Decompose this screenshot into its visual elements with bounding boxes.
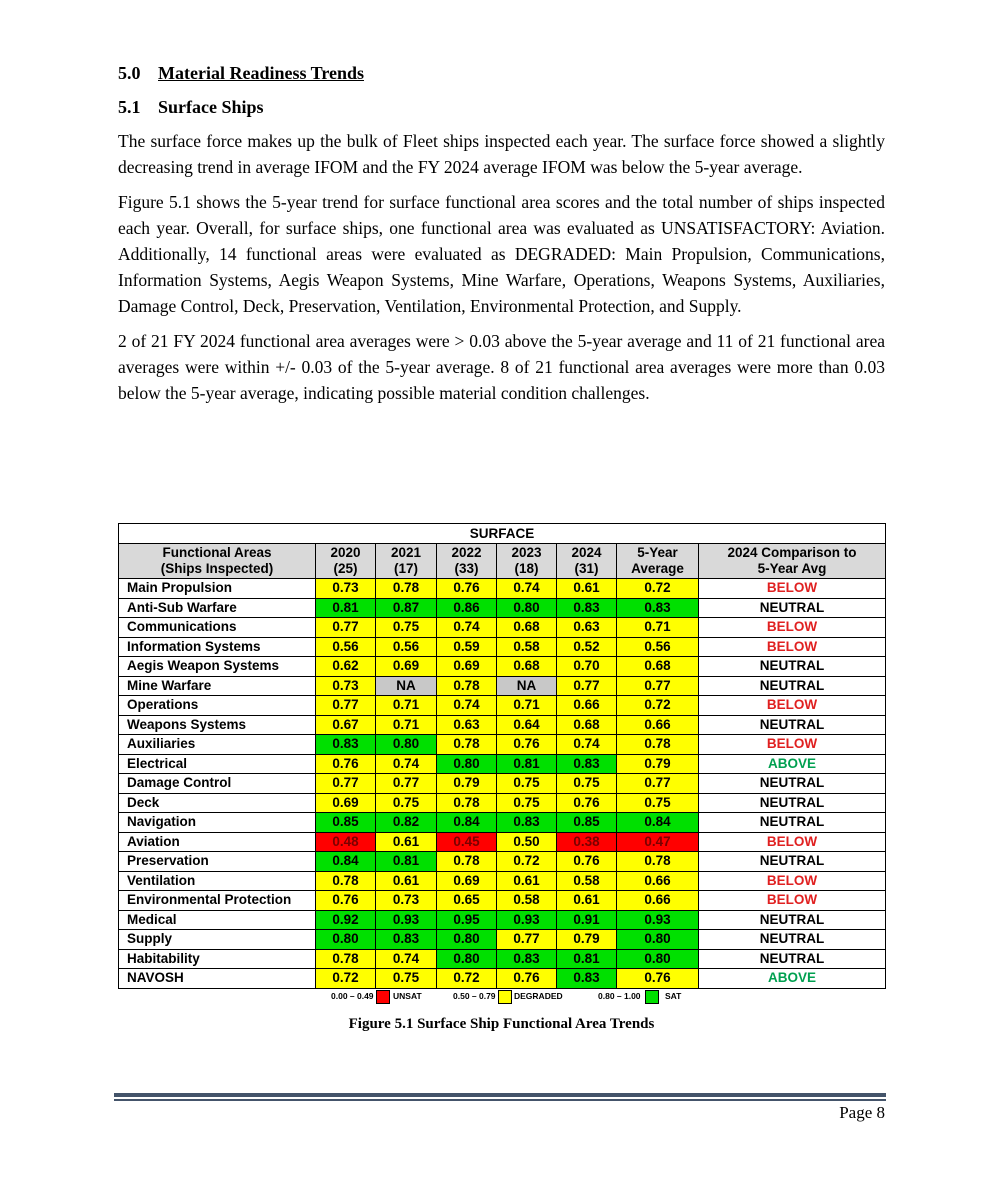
score-cell-2020: 0.73 <box>316 676 376 696</box>
subsection-heading <box>118 94 885 120</box>
score-cell-2020: 0.85 <box>316 813 376 833</box>
comparison-cell: NEUTRAL <box>699 793 886 813</box>
score-cell-2021: 0.82 <box>376 813 437 833</box>
score-cell-2022: 0.80 <box>437 930 497 950</box>
score-cell-2024: 0.85 <box>557 813 617 833</box>
score-cell-2020: 0.84 <box>316 852 376 872</box>
score-cell-2024: 0.75 <box>557 774 617 794</box>
score-cell-2021: 0.80 <box>376 735 437 755</box>
legend-sat-swatch <box>645 990 659 1004</box>
comparison-cell: BELOW <box>699 696 886 716</box>
score-cell-2023: 0.58 <box>497 891 557 911</box>
score-cell-2021: 0.93 <box>376 910 437 930</box>
score-cell-2022: 0.45 <box>437 832 497 852</box>
score-cell-2022: 0.69 <box>437 871 497 891</box>
score-cell-5-year-avg: 0.47 <box>617 832 699 852</box>
table-row <box>119 676 886 696</box>
comparison-cell: NEUTRAL <box>699 657 886 677</box>
table-title: SURFACE <box>119 524 886 544</box>
table-row <box>119 930 886 950</box>
score-cell-2022: 0.74 <box>437 696 497 716</box>
score-cell-2023: 0.93 <box>497 910 557 930</box>
score-cell-2023: 0.76 <box>497 735 557 755</box>
functional-area-name: Supply <box>119 930 316 950</box>
paragraph-1: The surface force makes up the bulk of Fleet ships inspected each year. The surface force showed a slightly decreasing trend in average IFOM and the FY 2024 average IFOM was below the 5-year average. <box>118 131 885 177</box>
score-cell-2023: 0.80 <box>497 598 557 618</box>
score-cell-5-year-avg: 0.80 <box>617 949 699 969</box>
table-body <box>119 579 886 989</box>
score-cell-2023: 0.75 <box>497 793 557 813</box>
score-cell-2023: NA <box>497 676 557 696</box>
score-cell-2020: 0.48 <box>316 832 376 852</box>
score-cell-2024: 0.63 <box>557 618 617 638</box>
legend-unsat-label: UNSAT <box>393 991 422 1001</box>
legend-degraded-swatch <box>498 990 512 1004</box>
functional-area-name: Electrical <box>119 754 316 774</box>
score-cell-2021: 0.61 <box>376 832 437 852</box>
header-2023: 2023 (18) <box>497 544 557 579</box>
score-cell-2021: NA <box>376 676 437 696</box>
table-row <box>119 813 886 833</box>
score-cell-2023: 0.68 <box>497 657 557 677</box>
comparison-cell: BELOW <box>699 637 886 657</box>
score-cell-2021: 0.74 <box>376 949 437 969</box>
table-row <box>119 657 886 677</box>
subsection-number: 5.1 <box>118 97 141 117</box>
functional-area-name: Main Propulsion <box>119 579 316 599</box>
functional-area-name: Auxiliaries <box>119 735 316 755</box>
score-cell-2022: 0.76 <box>437 579 497 599</box>
score-cell-2020: 0.77 <box>316 774 376 794</box>
table-row <box>119 754 886 774</box>
comparison-cell: NEUTRAL <box>699 930 886 950</box>
score-cell-2024: 0.81 <box>557 949 617 969</box>
score-cell-5-year-avg: 0.77 <box>617 676 699 696</box>
score-cell-2022: 0.63 <box>437 715 497 735</box>
surface-trend-table-container <box>118 523 885 989</box>
score-cell-2021: 0.74 <box>376 754 437 774</box>
score-cell-2021: 0.81 <box>376 852 437 872</box>
score-cell-5-year-avg: 0.56 <box>617 637 699 657</box>
score-cell-2021: 0.73 <box>376 891 437 911</box>
score-cell-2023: 0.83 <box>497 949 557 969</box>
score-cell-2020: 0.78 <box>316 871 376 891</box>
legend-degraded-range: 0.50 – 0.79 <box>453 991 496 1001</box>
table-row <box>119 871 886 891</box>
header-2020: 2020 (25) <box>316 544 376 579</box>
score-cell-2023: 0.61 <box>497 871 557 891</box>
score-cell-2024: 0.83 <box>557 969 617 989</box>
score-cell-2021: 0.75 <box>376 793 437 813</box>
score-cell-2024: 0.66 <box>557 696 617 716</box>
table-row <box>119 579 886 599</box>
score-cell-2022: 0.78 <box>437 793 497 813</box>
header-comparison: 2024 Comparison to 5-Year Avg <box>699 544 886 579</box>
score-cell-5-year-avg: 0.80 <box>617 930 699 950</box>
score-cell-2023: 0.76 <box>497 969 557 989</box>
score-cell-5-year-avg: 0.93 <box>617 910 699 930</box>
functional-area-name: Medical <box>119 910 316 930</box>
comparison-cell: BELOW <box>699 618 886 638</box>
score-cell-5-year-avg: 0.79 <box>617 754 699 774</box>
score-cell-2022: 0.69 <box>437 657 497 677</box>
score-cell-2022: 0.86 <box>437 598 497 618</box>
score-cell-5-year-avg: 0.78 <box>617 852 699 872</box>
table-row <box>119 949 886 969</box>
score-cell-5-year-avg: 0.66 <box>617 871 699 891</box>
table-row <box>119 637 886 657</box>
score-cell-2021: 0.77 <box>376 774 437 794</box>
header-5-year-average: 5-Year Average <box>617 544 699 579</box>
page-number: Page 8 <box>839 1103 885 1122</box>
score-cell-2024: 0.52 <box>557 637 617 657</box>
score-cell-5-year-avg: 0.78 <box>617 735 699 755</box>
score-cell-5-year-avg: 0.83 <box>617 598 699 618</box>
functional-area-name: Habitability <box>119 949 316 969</box>
score-cell-2020: 0.78 <box>316 949 376 969</box>
score-cell-2022: 0.72 <box>437 969 497 989</box>
table-row <box>119 969 886 989</box>
score-cell-2023: 0.75 <box>497 774 557 794</box>
functional-area-name: Information Systems <box>119 637 316 657</box>
score-cell-2022: 0.78 <box>437 735 497 755</box>
functional-area-name: Communications <box>119 618 316 638</box>
functional-area-name: Aviation <box>119 832 316 852</box>
score-cell-2020: 0.76 <box>316 754 376 774</box>
functional-area-name: Anti-Sub Warfare <box>119 598 316 618</box>
table-row <box>119 774 886 794</box>
score-cell-5-year-avg: 0.66 <box>617 715 699 735</box>
score-cell-5-year-avg: 0.72 <box>617 579 699 599</box>
score-cell-2021: 0.75 <box>376 969 437 989</box>
functional-area-name: Weapons Systems <box>119 715 316 735</box>
score-cell-2022: 0.84 <box>437 813 497 833</box>
comparison-cell: NEUTRAL <box>699 910 886 930</box>
legend-sat-label: SAT <box>665 991 682 1001</box>
score-cell-2022: 0.65 <box>437 891 497 911</box>
functional-area-name: Navigation <box>119 813 316 833</box>
score-cell-2022: 0.95 <box>437 910 497 930</box>
score-cell-5-year-avg: 0.66 <box>617 891 699 911</box>
header-2024: 2024 (31) <box>557 544 617 579</box>
score-cell-2020: 0.73 <box>316 579 376 599</box>
score-cell-5-year-avg: 0.71 <box>617 618 699 638</box>
score-cell-2024: 0.70 <box>557 657 617 677</box>
comparison-cell: BELOW <box>699 891 886 911</box>
table-header-row <box>119 544 886 579</box>
section-number: 5.0 <box>118 63 141 83</box>
score-cell-2021: 0.78 <box>376 579 437 599</box>
score-cell-2020: 0.83 <box>316 735 376 755</box>
functional-area-name: Damage Control <box>119 774 316 794</box>
score-cell-2020: 0.56 <box>316 637 376 657</box>
footer-rule-thick <box>114 1093 886 1097</box>
legend-unsat-range: 0.00 – 0.49 <box>331 991 374 1001</box>
score-cell-5-year-avg: 0.72 <box>617 696 699 716</box>
score-cell-2024: 0.77 <box>557 676 617 696</box>
score-cell-2022: 0.78 <box>437 852 497 872</box>
comparison-cell: BELOW <box>699 735 886 755</box>
score-cell-2024: 0.76 <box>557 793 617 813</box>
table-row <box>119 891 886 911</box>
table-row <box>119 715 886 735</box>
header-functional-areas: Functional Areas (Ships Inspected) <box>119 544 316 579</box>
score-cell-2020: 0.77 <box>316 618 376 638</box>
score-cell-2024: 0.79 <box>557 930 617 950</box>
score-cell-2022: 0.59 <box>437 637 497 657</box>
surface-trend-table <box>118 523 886 989</box>
color-legend <box>118 990 885 1004</box>
functional-area-name: Aegis Weapon Systems <box>119 657 316 677</box>
section-heading <box>118 60 885 86</box>
score-cell-2024: 0.83 <box>557 598 617 618</box>
table-row <box>119 735 886 755</box>
score-cell-2020: 0.92 <box>316 910 376 930</box>
functional-area-name: Environmental Protection <box>119 891 316 911</box>
score-cell-2023: 0.74 <box>497 579 557 599</box>
functional-area-name: NAVOSH <box>119 969 316 989</box>
score-cell-2021: 0.87 <box>376 598 437 618</box>
score-cell-2020: 0.62 <box>316 657 376 677</box>
header-2021: 2021 (17) <box>376 544 437 579</box>
legend-sat-range: 0.80 – 1.00 <box>598 991 641 1001</box>
figure-caption: Figure 5.1 Surface Ship Functional Area Trends <box>348 1016 655 1032</box>
score-cell-2024: 0.76 <box>557 852 617 872</box>
score-cell-2024: 0.58 <box>557 871 617 891</box>
comparison-cell: BELOW <box>699 832 886 852</box>
score-cell-2023: 0.83 <box>497 813 557 833</box>
score-cell-2023: 0.58 <box>497 637 557 657</box>
score-cell-2020: 0.67 <box>316 715 376 735</box>
score-cell-2022: 0.80 <box>437 949 497 969</box>
functional-area-name: Deck <box>119 793 316 813</box>
score-cell-5-year-avg: 0.76 <box>617 969 699 989</box>
score-cell-2022: 0.80 <box>437 754 497 774</box>
score-cell-2020: 0.76 <box>316 891 376 911</box>
score-cell-2024: 0.61 <box>557 891 617 911</box>
score-cell-2024: 0.91 <box>557 910 617 930</box>
comparison-cell: NEUTRAL <box>699 598 886 618</box>
score-cell-5-year-avg: 0.84 <box>617 813 699 833</box>
score-cell-5-year-avg: 0.77 <box>617 774 699 794</box>
comparison-cell: NEUTRAL <box>699 949 886 969</box>
score-cell-2023: 0.71 <box>497 696 557 716</box>
score-cell-2021: 0.71 <box>376 696 437 716</box>
score-cell-2023: 0.64 <box>497 715 557 735</box>
score-cell-2020: 0.80 <box>316 930 376 950</box>
score-cell-2021: 0.69 <box>376 657 437 677</box>
table-row <box>119 618 886 638</box>
comparison-cell: NEUTRAL <box>699 774 886 794</box>
paragraph-3: 2 of 21 FY 2024 functional area averages were > 0.03 above the 5-year average and 11 of 21 functional area averages were within +/- 0.03 of the 5-year average. 8 of 21 functional area averages were more than 0.03 below the 5-year average, indicating possible material condition challenges. <box>118 331 885 403</box>
score-cell-5-year-avg: 0.75 <box>617 793 699 813</box>
comparison-cell: NEUTRAL <box>699 852 886 872</box>
subsection-title: Surface Ships <box>158 97 264 117</box>
comparison-cell: BELOW <box>699 579 886 599</box>
table-row <box>119 598 886 618</box>
footer-rule-thin <box>114 1099 886 1101</box>
table-row <box>119 832 886 852</box>
score-cell-2021: 0.83 <box>376 930 437 950</box>
score-cell-2020: 0.72 <box>316 969 376 989</box>
legend-degraded-label: DEGRADED <box>514 991 563 1001</box>
comparison-cell: NEUTRAL <box>699 715 886 735</box>
functional-area-name: Operations <box>119 696 316 716</box>
score-cell-2022: 0.74 <box>437 618 497 638</box>
score-cell-2021: 0.56 <box>376 637 437 657</box>
score-cell-2024: 0.61 <box>557 579 617 599</box>
score-cell-2024: 0.38 <box>557 832 617 852</box>
comparison-cell: NEUTRAL <box>699 813 886 833</box>
table-row <box>119 910 886 930</box>
score-cell-2021: 0.71 <box>376 715 437 735</box>
comparison-cell: ABOVE <box>699 754 886 774</box>
functional-area-name: Ventilation <box>119 871 316 891</box>
functional-area-name: Preservation <box>119 852 316 872</box>
score-cell-2023: 0.68 <box>497 618 557 638</box>
functional-area-name: Mine Warfare <box>119 676 316 696</box>
score-cell-2023: 0.50 <box>497 832 557 852</box>
comparison-cell: BELOW <box>699 871 886 891</box>
table-row <box>119 852 886 872</box>
score-cell-2022: 0.78 <box>437 676 497 696</box>
score-cell-2020: 0.77 <box>316 696 376 716</box>
score-cell-2021: 0.75 <box>376 618 437 638</box>
score-cell-2021: 0.61 <box>376 871 437 891</box>
section-title: Material Readiness Trends <box>158 63 364 83</box>
score-cell-2023: 0.77 <box>497 930 557 950</box>
header-2022: 2022 (33) <box>437 544 497 579</box>
score-cell-2020: 0.81 <box>316 598 376 618</box>
document-body <box>118 60 885 415</box>
comparison-cell: ABOVE <box>699 969 886 989</box>
table-row <box>119 696 886 716</box>
score-cell-2022: 0.79 <box>437 774 497 794</box>
score-cell-2024: 0.68 <box>557 715 617 735</box>
paragraph-2: Figure 5.1 shows the 5-year trend for surface functional area scores and the total number of ships inspected each year. Overall, for surface ships, one functional area was evaluated as UNSATISFACTORY: Aviation. Additionally, 14 functional areas were evaluated as DEGRADED: Main Propulsion, Communications, Information Systems, Aegis Weapon Systems, Mine Warfare, Operations, Weapons Systems, Auxiliaries, Damage Control, Deck, Preservation, Ventilation, Environmental Protection, and Supply. <box>118 192 885 316</box>
score-cell-5-year-avg: 0.68 <box>617 657 699 677</box>
score-cell-2020: 0.69 <box>316 793 376 813</box>
legend-unsat-swatch <box>376 990 390 1004</box>
comparison-cell: NEUTRAL <box>699 676 886 696</box>
score-cell-2023: 0.81 <box>497 754 557 774</box>
table-row <box>119 793 886 813</box>
score-cell-2024: 0.83 <box>557 754 617 774</box>
score-cell-2024: 0.74 <box>557 735 617 755</box>
score-cell-2023: 0.72 <box>497 852 557 872</box>
